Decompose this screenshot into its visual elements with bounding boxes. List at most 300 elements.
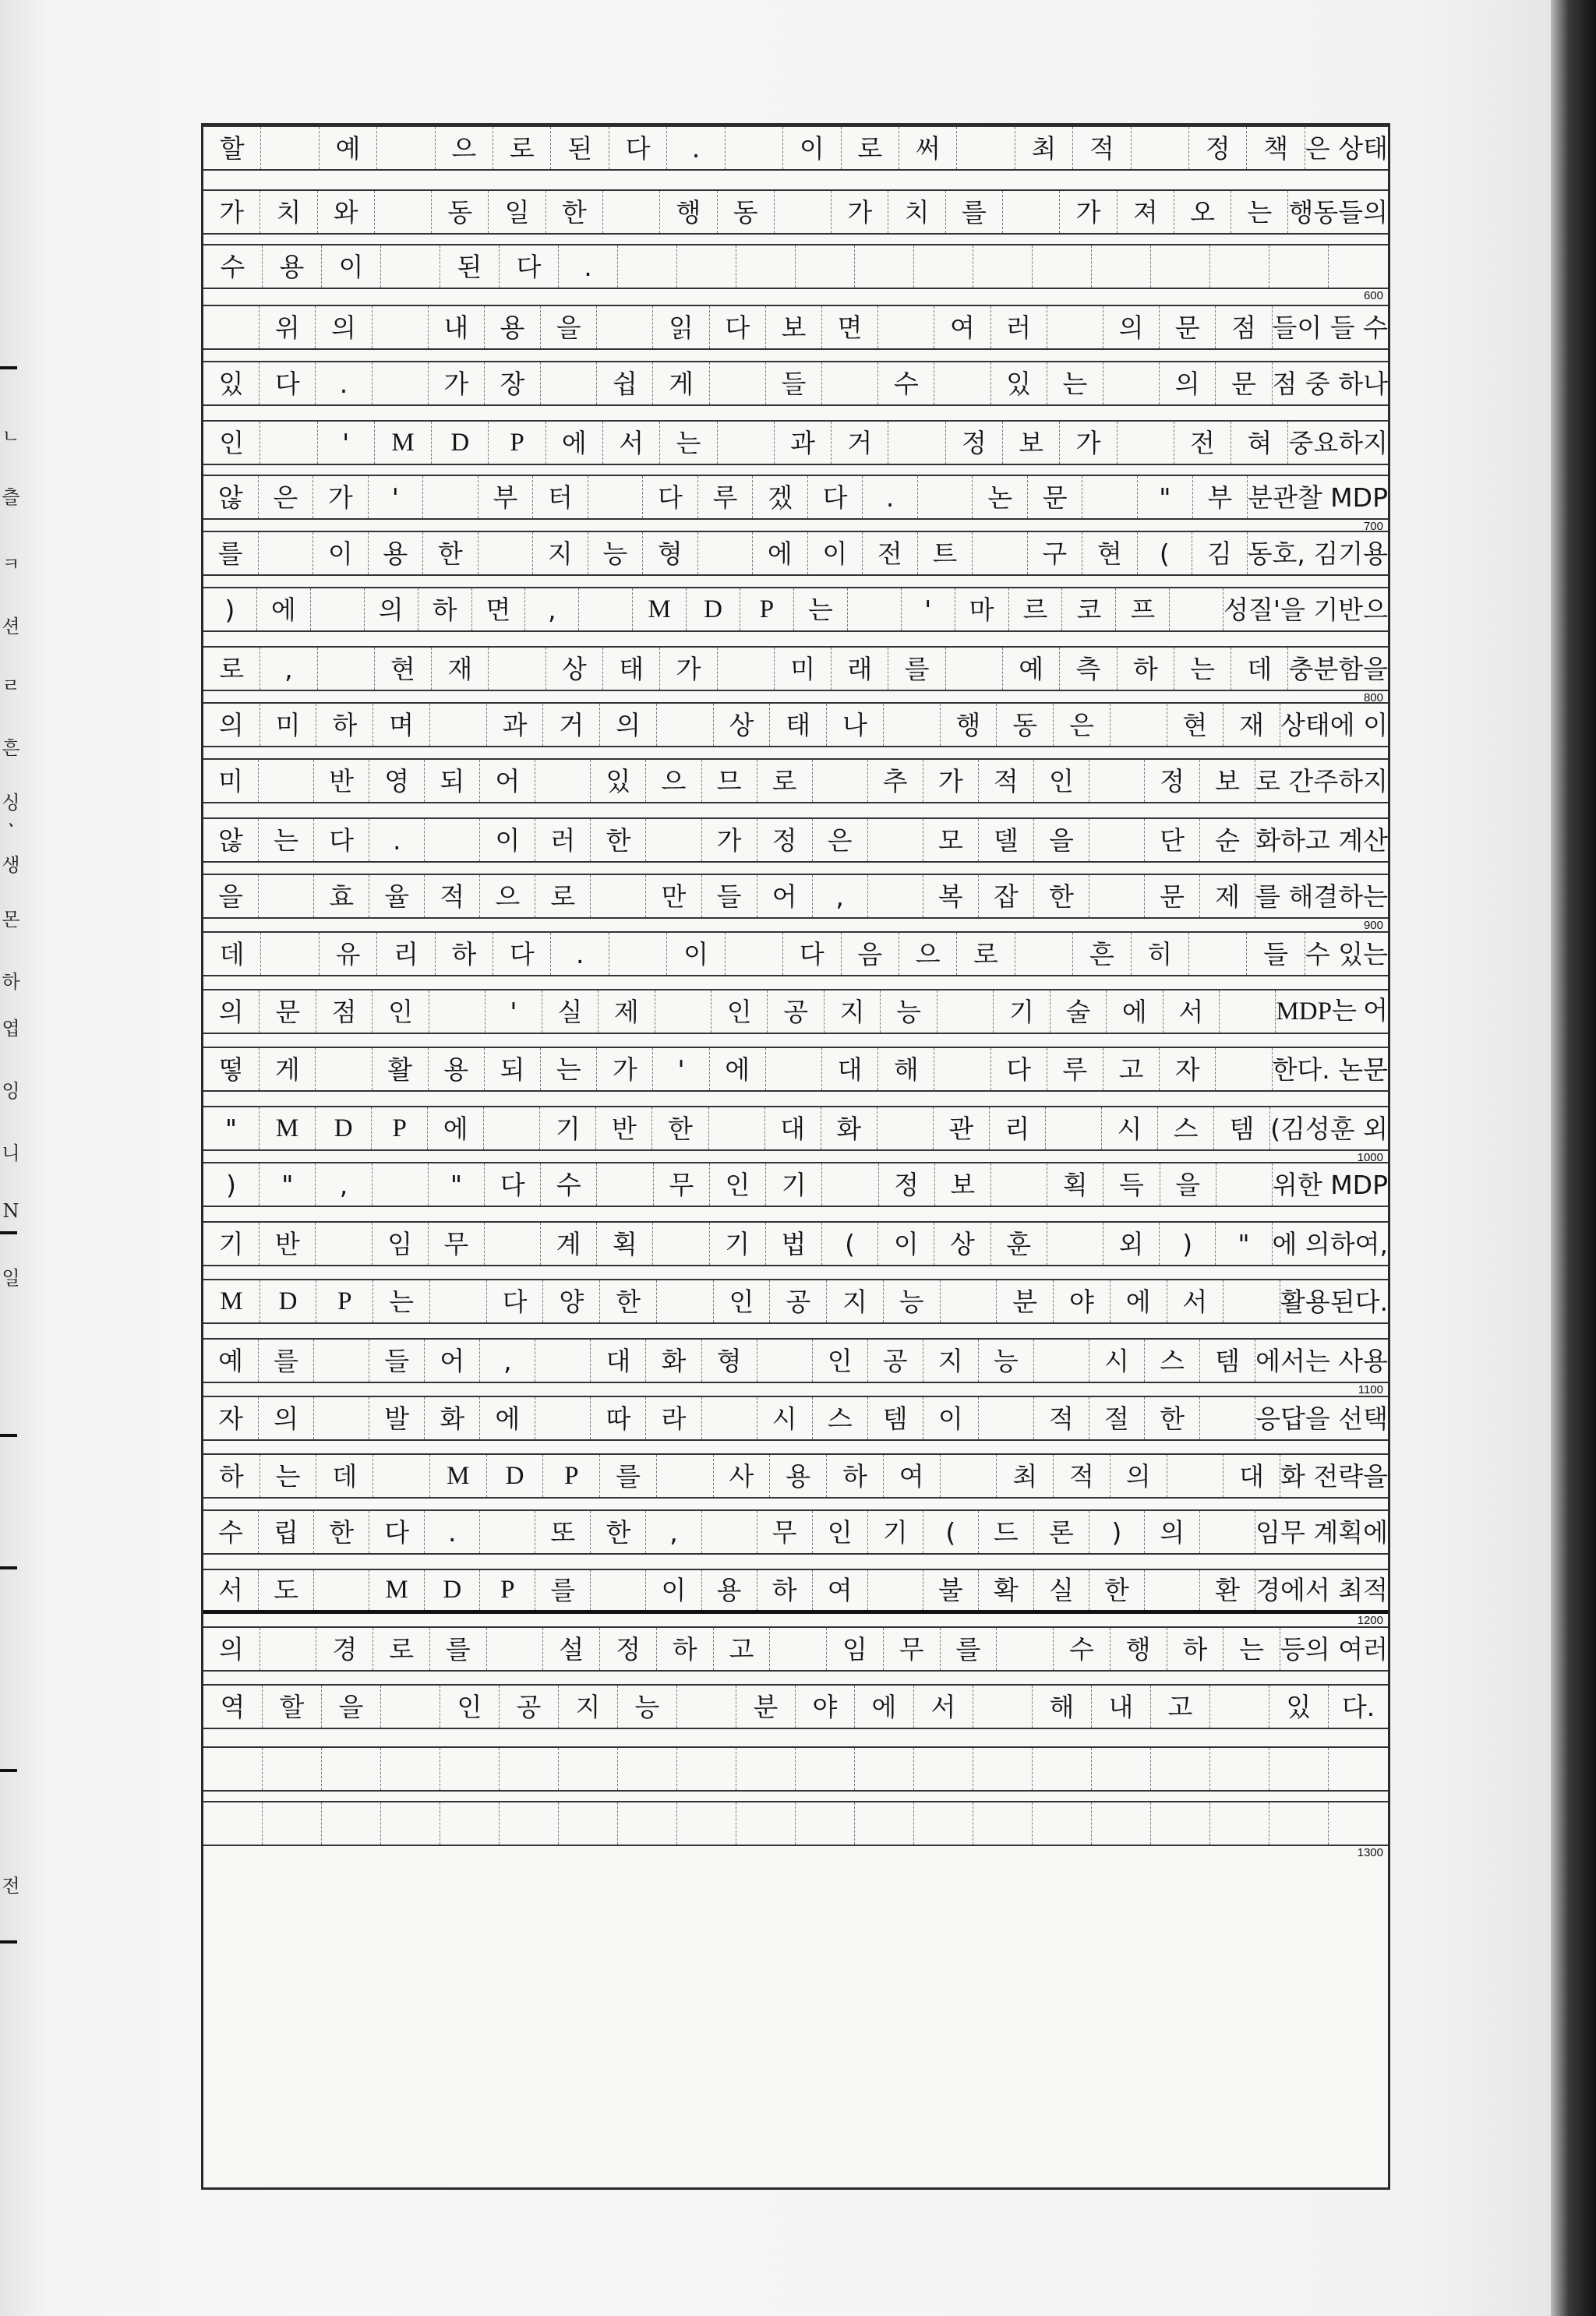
grid-cell <box>559 1802 618 1845</box>
grid-cell: 추 <box>868 760 923 802</box>
grid-cell: , <box>646 1511 701 1553</box>
grid-cell: 동 <box>718 191 775 233</box>
grid-cell: 가 <box>702 819 757 861</box>
grid-cell: 할 <box>263 1686 322 1728</box>
grid-cell <box>430 1280 487 1322</box>
grid-cell: 리 <box>377 933 435 975</box>
grid-cell: 동 <box>997 704 1054 746</box>
margin-glyph: ㆍ <box>2 815 20 837</box>
grid-cell: , <box>525 588 579 630</box>
grid-cell <box>1216 1163 1273 1206</box>
grid-cell <box>957 127 1015 169</box>
grid-cell: 이 <box>667 933 725 975</box>
grid-cell: 게 <box>653 362 709 404</box>
grid-cell: 분 <box>997 1280 1054 1322</box>
grid-cell <box>888 422 945 464</box>
grid-cell: 는 <box>1174 648 1231 690</box>
grid-cell <box>1269 245 1329 288</box>
grid-cell <box>726 933 783 975</box>
grid-cell <box>373 362 429 404</box>
grid-cell <box>757 1340 813 1382</box>
grid-cell: 수 <box>1054 1628 1110 1670</box>
grid-cell <box>559 1748 618 1790</box>
grid-cell: 발 <box>369 1397 425 1439</box>
grid-cell <box>710 362 766 404</box>
grid-cell <box>718 422 775 464</box>
grid-cell: 능 <box>618 1686 677 1728</box>
grid-cell: 능 <box>588 532 644 574</box>
grid-cell: 문 <box>1028 476 1083 518</box>
grid-cell: , <box>813 875 868 917</box>
grid-cell: " <box>1216 1223 1272 1265</box>
grid-cell <box>261 127 319 169</box>
grid-cell: 보 <box>1003 422 1060 464</box>
grid-cell: M <box>430 1455 487 1497</box>
grid-cell: 술 <box>1050 990 1107 1033</box>
grid-cell: 다 <box>369 1511 425 1553</box>
grid-cell <box>381 1802 440 1845</box>
grid-cell <box>770 1628 827 1670</box>
grid-cell: 들이 들 수 <box>1272 312 1388 343</box>
grid-cell: 지 <box>559 1686 618 1728</box>
grid-cell: 적 <box>425 875 480 917</box>
grid-row <box>203 1396 1388 1441</box>
grid-cell: 임 <box>373 1223 429 1265</box>
grid-cell: ) <box>203 588 257 630</box>
grid-cell <box>440 1802 500 1845</box>
grid-cell: 지 <box>827 1280 884 1322</box>
grid-row <box>203 1162 1388 1207</box>
grid-cell <box>440 1748 500 1790</box>
grid-cell <box>375 191 432 233</box>
grid-cell: 템 <box>868 1397 923 1439</box>
grid-cell: 상 <box>714 704 771 746</box>
grid-cell <box>1220 990 1276 1033</box>
grid-cell <box>941 1455 998 1497</box>
grid-cell: 하 <box>757 1570 813 1610</box>
grid-cell: 로 <box>373 1628 430 1670</box>
grid-cell <box>261 933 319 975</box>
grid-cell <box>316 1223 372 1265</box>
grid-cell <box>478 532 534 574</box>
grid-cell: 와 <box>318 191 375 233</box>
grid-row <box>203 874 1388 919</box>
grid-cell: 인 <box>813 1340 868 1382</box>
grid-cell <box>1103 362 1160 404</box>
grid-cell: 는 <box>259 819 314 861</box>
grid-cell: 행 <box>1110 1628 1167 1670</box>
grid-cell: 를 <box>600 1455 657 1497</box>
grid-cell: 지 <box>923 1340 979 1382</box>
grid-cell: 있 <box>591 760 646 802</box>
grid-cell <box>618 245 677 288</box>
grid-cell: 에 <box>257 588 311 630</box>
grid-row <box>203 125 1388 171</box>
margin-glyph: 츨 <box>2 486 20 508</box>
grid-cell <box>618 1748 677 1790</box>
grid-cell <box>1210 1802 1269 1845</box>
grid-cell: 수 <box>878 362 934 404</box>
grid-cell: 형 <box>702 1340 757 1382</box>
grid-cell <box>1269 1748 1329 1790</box>
grid-cell: 를 <box>259 1340 314 1382</box>
grid-cell: P <box>372 1107 428 1149</box>
grid-row <box>203 475 1388 520</box>
grid-cell: 을 <box>203 875 259 917</box>
grid-cell: 으 <box>436 127 493 169</box>
grid-cell: 동호, 김기용 <box>1247 538 1388 569</box>
grid-cell: 이 <box>923 1397 979 1439</box>
grid-cell: 제 <box>1200 875 1255 917</box>
grid-cell <box>1132 127 1189 169</box>
grid-cell: 의 <box>203 704 260 746</box>
grid-cell: 들 <box>1247 933 1305 975</box>
grid-cell: 분관찰 MDP <box>1248 482 1388 513</box>
grid-cell <box>322 1748 381 1790</box>
grid-cell: 겠 <box>753 476 808 518</box>
grid-cell: 에 <box>1107 990 1163 1033</box>
grid-cell: 들 <box>766 362 822 404</box>
grid-cell: 하 <box>436 933 493 975</box>
grid-cell: 기 <box>540 1107 596 1149</box>
grid-cell <box>484 1107 540 1149</box>
grid-cell: 책 <box>1247 127 1305 169</box>
grid-row <box>203 758 1388 803</box>
grid-cell: ) <box>203 1163 260 1206</box>
grid-cell: 화 <box>821 1107 877 1149</box>
grid-cell: 공 <box>500 1686 559 1728</box>
grid-cell: 론 <box>1034 1511 1089 1553</box>
grid-cell: 있 <box>1269 1686 1329 1728</box>
grid-cell: 를 <box>203 532 259 574</box>
grid-cell: 적 <box>1073 127 1131 169</box>
grid-cell: 순 <box>1200 819 1255 861</box>
grid-cell: 중요하지 <box>1288 427 1388 458</box>
grid-cell: 다 <box>783 933 841 975</box>
grid-cell: 써 <box>899 127 957 169</box>
grid-cell: 임무 계획에 <box>1255 1516 1388 1548</box>
grid-cell: 를 <box>430 1628 487 1670</box>
grid-cell <box>1047 306 1103 348</box>
grid-cell: 획 <box>597 1223 653 1265</box>
grid-cell: M <box>633 588 687 630</box>
grid-row <box>203 1626 1388 1672</box>
grid-cell: 스 <box>1158 1107 1214 1149</box>
grid-cell <box>979 1397 1034 1439</box>
grid-cell: 에 <box>428 1107 484 1149</box>
grid-cell <box>1092 245 1151 288</box>
grid-cell: 으 <box>480 875 535 917</box>
grid-row <box>203 646 1388 691</box>
margin-glyph: N <box>2 1200 19 1222</box>
grid-cell: 실 <box>542 990 598 1033</box>
grid-cell: 서 <box>1163 990 1220 1033</box>
grid-cell: 이 <box>480 819 535 861</box>
grid-cell: 에 <box>710 1048 766 1090</box>
grid-cell <box>381 245 440 288</box>
grid-cell: 된 <box>440 245 500 288</box>
grid-cell: 서 <box>203 1570 259 1610</box>
grid-cell <box>848 588 902 630</box>
grid-cell <box>934 1048 990 1090</box>
grid-cell: 치 <box>260 191 317 233</box>
grid-cell: 가 <box>1060 422 1117 464</box>
grid-cell: ( <box>822 1223 878 1265</box>
grid-cell: 성질'을 기반으 <box>1223 594 1388 625</box>
grid-cell <box>868 819 923 861</box>
grid-cell <box>813 760 868 802</box>
grid-cell: 보 <box>935 1163 991 1206</box>
margin-dash <box>0 1769 17 1772</box>
grid-cell <box>1110 704 1167 746</box>
grid-cell: 를 <box>941 1628 998 1670</box>
grid-cell: 는 <box>541 1048 597 1090</box>
grid-cell: D <box>316 1107 372 1149</box>
grid-cell <box>973 532 1028 574</box>
grid-cell: 로 <box>535 875 591 917</box>
grid-cell: 은 <box>1054 704 1110 746</box>
grid-cell <box>377 127 435 169</box>
grid-cell: 의 <box>203 1628 260 1670</box>
grid-cell: 며 <box>373 704 430 746</box>
grid-cell: 스 <box>1145 1340 1200 1382</box>
grid-cell <box>579 588 633 630</box>
grid-cell: 에 <box>1110 1280 1167 1322</box>
grid-cell: 복 <box>923 875 979 917</box>
grid-cell: M <box>260 1107 316 1149</box>
grid-cell: 용 <box>263 245 322 288</box>
grid-cell: D <box>487 1455 544 1497</box>
grid-cell: 있 <box>991 362 1047 404</box>
grid-cell: 다 <box>487 1280 544 1322</box>
grid-cell: 대 <box>765 1107 821 1149</box>
grid-cell: 내 <box>429 306 485 348</box>
grid-cell: 정 <box>1145 760 1200 802</box>
grid-cell: 보 <box>766 306 822 348</box>
grid-cell <box>1118 422 1174 464</box>
grid-cell: . <box>667 127 725 169</box>
grid-cell: 공 <box>768 990 824 1033</box>
grid-cell: 은 <box>259 476 314 518</box>
grid-cell <box>1015 933 1073 975</box>
grid-cell <box>1089 819 1145 861</box>
grid-cell: 이 <box>808 532 863 574</box>
grid-cell <box>1092 1748 1151 1790</box>
grid-cell <box>1089 875 1145 917</box>
grid-cell <box>535 1397 591 1439</box>
grid-cell: 므 <box>702 760 757 802</box>
grid-cell: M <box>203 1280 260 1322</box>
grid-cell <box>203 306 260 348</box>
grid-cell: 립 <box>259 1511 314 1553</box>
grid-cell: 측 <box>1060 648 1117 690</box>
grid-cell: 대 <box>1223 1455 1280 1497</box>
grid-cell <box>318 648 375 690</box>
grid-cell: 해 <box>1033 1686 1092 1728</box>
grid-cell: 문 <box>1160 306 1216 348</box>
grid-row <box>203 1684 1388 1729</box>
grid-cell: 활 <box>373 1048 429 1090</box>
grid-cell <box>1329 1802 1388 1845</box>
grid-cell: 다 <box>609 127 667 169</box>
grid-cell <box>609 933 667 975</box>
grid-cell: 한 <box>314 1511 369 1553</box>
grid-cell: 훈 <box>991 1223 1047 1265</box>
grid-cell: M <box>375 422 432 464</box>
grid-cell: 들 <box>702 875 757 917</box>
grid-cell: P <box>543 1455 600 1497</box>
background-edge <box>1551 0 1596 2316</box>
grid-cell: 재 <box>432 648 489 690</box>
grid-cell: 정 <box>879 1163 935 1206</box>
grid-cell: MDP는 어 <box>1276 997 1388 1026</box>
margin-glyph: ㄴ <box>2 425 20 447</box>
grid-cell <box>263 1802 322 1845</box>
grid-cell: 수 있는 <box>1305 938 1388 969</box>
grid-cell <box>535 1340 591 1382</box>
grid-cell <box>702 1511 757 1553</box>
grid-cell <box>822 1163 878 1206</box>
grid-cell: 의 <box>600 704 657 746</box>
grid-cell: 시 <box>757 1397 813 1439</box>
grid-cell <box>541 362 597 404</box>
grid-cell: 쉽 <box>597 362 653 404</box>
margin-dash <box>0 1566 17 1569</box>
grid-cell: . <box>316 362 372 404</box>
grid-cell: " <box>429 1163 485 1206</box>
margin-dash <box>0 1434 17 1437</box>
grid-cell: 만 <box>646 875 701 917</box>
grid-cell: 다 <box>808 476 863 518</box>
grid-cell: 로 <box>757 760 813 802</box>
grid-cell: 가 <box>832 191 888 233</box>
grid-row <box>203 244 1388 289</box>
grid-cell <box>259 532 314 574</box>
grid-cell: P <box>489 422 546 464</box>
grid-cell <box>373 306 429 348</box>
grid-cell: 장 <box>485 362 541 404</box>
grid-cell <box>1151 1748 1210 1790</box>
grid-cell: 인 <box>711 990 768 1033</box>
grid-cell: 정 <box>946 422 1003 464</box>
grid-cell: 다. <box>1341 1691 1375 1722</box>
grid-cell: 프 <box>1116 588 1170 630</box>
grid-cell <box>1033 1802 1092 1845</box>
margin-glyph: 니 <box>2 1142 20 1164</box>
grid-cell: 외 <box>1103 1223 1160 1265</box>
grid-cell: 라 <box>646 1397 701 1439</box>
grid-cell: 시 <box>1089 1340 1145 1382</box>
grid-cell: 의 <box>203 990 260 1033</box>
grid-cell: M <box>369 1570 425 1610</box>
grid-cell: 문 <box>260 990 316 1033</box>
grid-cell: 가 <box>923 760 979 802</box>
grid-cell: ' <box>653 1048 709 1090</box>
grid-cell: 에서는 사용 <box>1255 1345 1388 1376</box>
grid-cell <box>973 1686 1033 1728</box>
grid-cell: 을 <box>541 306 597 348</box>
grid-cell: 구 <box>1028 532 1083 574</box>
grid-cell: 적 <box>1054 1455 1110 1497</box>
grid-cell <box>203 1748 263 1790</box>
grid-cell: 반 <box>260 1223 316 1265</box>
grid-cell: 어 <box>425 1340 480 1382</box>
grid-cell <box>1329 245 1388 288</box>
grid-cell: 행동들의 <box>1288 196 1388 228</box>
grid-cell: 로 <box>957 933 1015 975</box>
grid-cell: 정 <box>1189 127 1247 169</box>
grid-cell <box>500 1802 559 1845</box>
grid-cell: 인 <box>440 1686 500 1728</box>
grid-cell <box>1223 1280 1280 1322</box>
grid-cell: 점 <box>316 990 373 1033</box>
grid-cell: 불 <box>923 1570 979 1610</box>
grid-cell <box>718 648 775 690</box>
grid-cell: 김 <box>1192 532 1248 574</box>
grid-cell <box>314 1397 369 1439</box>
grid-cell: 미 <box>775 648 832 690</box>
grid-cell: 떻 <box>203 1048 260 1090</box>
grid-cell: 다 <box>485 1163 541 1206</box>
grid-row <box>203 1047 1388 1092</box>
grid-cell <box>591 875 646 917</box>
grid-cell: 능 <box>881 990 937 1033</box>
grid-cell: . <box>863 476 918 518</box>
grid-cell: 트 <box>918 532 973 574</box>
grid-cell: 의 <box>1145 1511 1200 1553</box>
grid-cell: 으 <box>899 933 957 975</box>
grid-cell: 혀 <box>1231 422 1288 464</box>
grid-cell <box>1216 1048 1272 1090</box>
grid-cell <box>646 819 701 861</box>
grid-cell: 실 <box>1034 1570 1089 1610</box>
grid-cell: 의 <box>316 306 372 348</box>
grid-cell <box>489 648 546 690</box>
grid-cell <box>314 1340 369 1382</box>
left-margin-bleed <box>0 0 36 2316</box>
grid-cell: 러 <box>535 819 591 861</box>
grid-cell: 활용된다. <box>1280 1286 1388 1317</box>
grid-cell <box>1210 1748 1269 1790</box>
grid-cell: 태 <box>770 704 827 746</box>
grid-cell: 다 <box>643 476 698 518</box>
grid-cell <box>973 1748 1033 1790</box>
margin-glyph: 몬 <box>2 909 20 930</box>
grid-cell: 화 전략을 <box>1280 1460 1388 1492</box>
grid-cell: 무 <box>429 1223 485 1265</box>
grid-cell <box>535 760 591 802</box>
grid-cell <box>1200 1511 1255 1553</box>
grid-cell: 읽 <box>653 306 709 348</box>
grid-cell: 로 <box>842 127 899 169</box>
grid-cell: 여 <box>884 1455 941 1497</box>
grid-cell: 환 <box>1200 1570 1255 1610</box>
char-count-label: 1100 <box>1358 1383 1383 1396</box>
margin-glyph: 일 <box>2 1267 20 1289</box>
grid-cell: 시 <box>1102 1107 1158 1149</box>
grid-cell: 히 <box>1132 933 1189 975</box>
grid-cell: 수 <box>203 245 263 288</box>
grid-cell: D <box>260 1280 317 1322</box>
char-count-label: 1300 <box>1357 1846 1383 1859</box>
grid-cell: ' <box>369 476 424 518</box>
grid-cell <box>937 990 994 1033</box>
grid-cell <box>1329 1748 1388 1790</box>
grid-cell: 화하고 계산 <box>1255 824 1388 856</box>
grid-cell: 경에서 최적 <box>1255 1575 1388 1605</box>
grid-cell: 지 <box>533 532 588 574</box>
grid-cell <box>381 1686 440 1728</box>
